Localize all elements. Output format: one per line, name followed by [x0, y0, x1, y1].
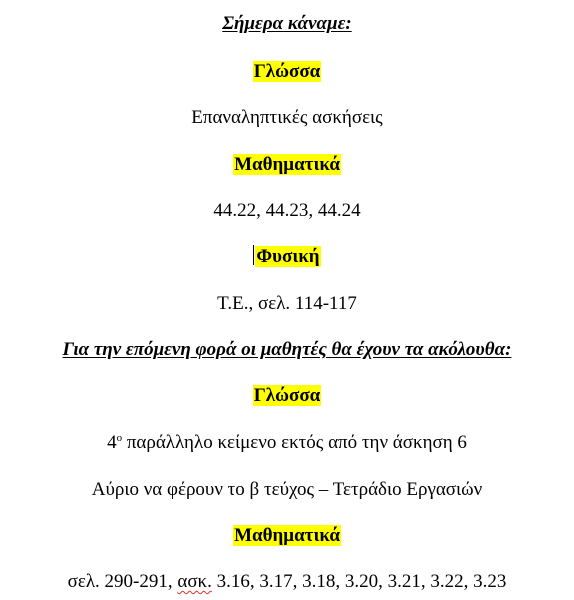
- ordinal-superscript: ο: [116, 432, 123, 444]
- next-language-subject-line: [0, 384, 574, 408]
- next-language-highlight: Γλώσσα: [253, 385, 321, 406]
- math-exercises: 3.16, 3.17, 3.18, 3.20, 3.21, 3.22, 3.23: [211, 571, 507, 592]
- subject-physics-line: [0, 245, 574, 269]
- heading-next: Για την επόμενη φορά οι μαθητές θα έχουν τα ακόλουθα:: [62, 339, 512, 360]
- ordinal-number: 4: [107, 432, 117, 453]
- language-detail-line: [0, 106, 574, 130]
- subject-physics-highlight: Φυσική: [256, 246, 320, 267]
- subject-math-highlight: Μαθηματικά: [234, 154, 340, 175]
- subject-math-line: [0, 153, 574, 177]
- subject-language-highlight: Γλώσσα: [253, 61, 321, 82]
- heading-today: Σήμερα κάναμε:: [222, 13, 352, 34]
- next-math-highlight: Μαθηματικά: [234, 525, 340, 546]
- spellcheck-word: ασκ.: [177, 571, 212, 592]
- next-language-text-1: [0, 431, 574, 455]
- language-detail: Επαναληπτικές ασκήσεις: [191, 107, 383, 128]
- physics-detail-line: [0, 292, 574, 316]
- next-math-exercises-line: [0, 570, 574, 594]
- heading-today-line: [0, 12, 574, 36]
- next-math-subject-line: [0, 524, 574, 548]
- math-detail-line: [0, 199, 574, 223]
- heading-next-line: [0, 338, 574, 362]
- language-task-text: παράλληλο κείμενο εκτός από την άσκηση 6: [122, 432, 467, 453]
- subject-language-line: [0, 60, 574, 84]
- math-detail: 44.22, 44.23, 44.24: [213, 200, 361, 221]
- next-language-text-2: [0, 478, 574, 502]
- physics-detail: Τ.Ε., σελ. 114-117: [217, 293, 357, 314]
- math-pages: σελ. 290-291,: [67, 571, 178, 592]
- bring-workbook-text: Αύριο να φέρουν το β τεύχος – Τετράδιο Εργασιών: [91, 479, 483, 500]
